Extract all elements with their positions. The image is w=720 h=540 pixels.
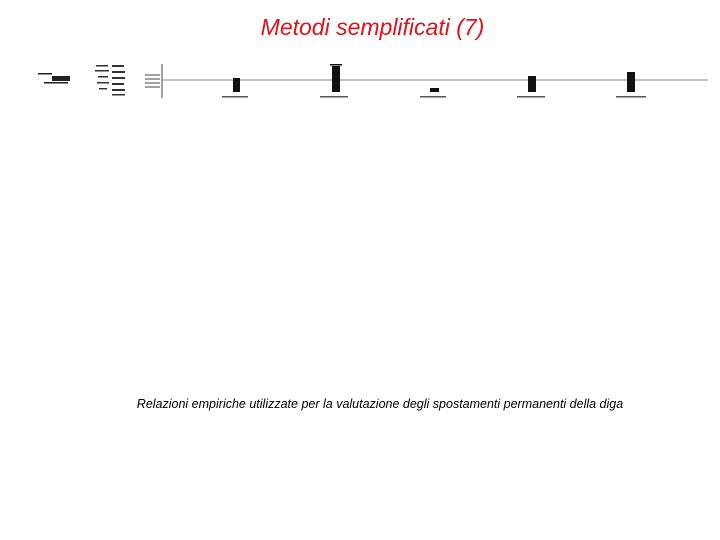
table-separator <box>145 64 162 98</box>
equation-subscript-fragments <box>222 96 646 98</box>
equation-blocks <box>233 64 635 92</box>
equations-table-image <box>0 56 720 106</box>
figure-caption: Relazioni empiriche utilizzate per la valutazione degli spostamenti permanenti della diga <box>136 397 624 411</box>
header-text-fragments <box>95 65 125 96</box>
row-label-fragments <box>38 73 70 84</box>
slide-title: Metodi semplificati (7) <box>260 14 485 40</box>
